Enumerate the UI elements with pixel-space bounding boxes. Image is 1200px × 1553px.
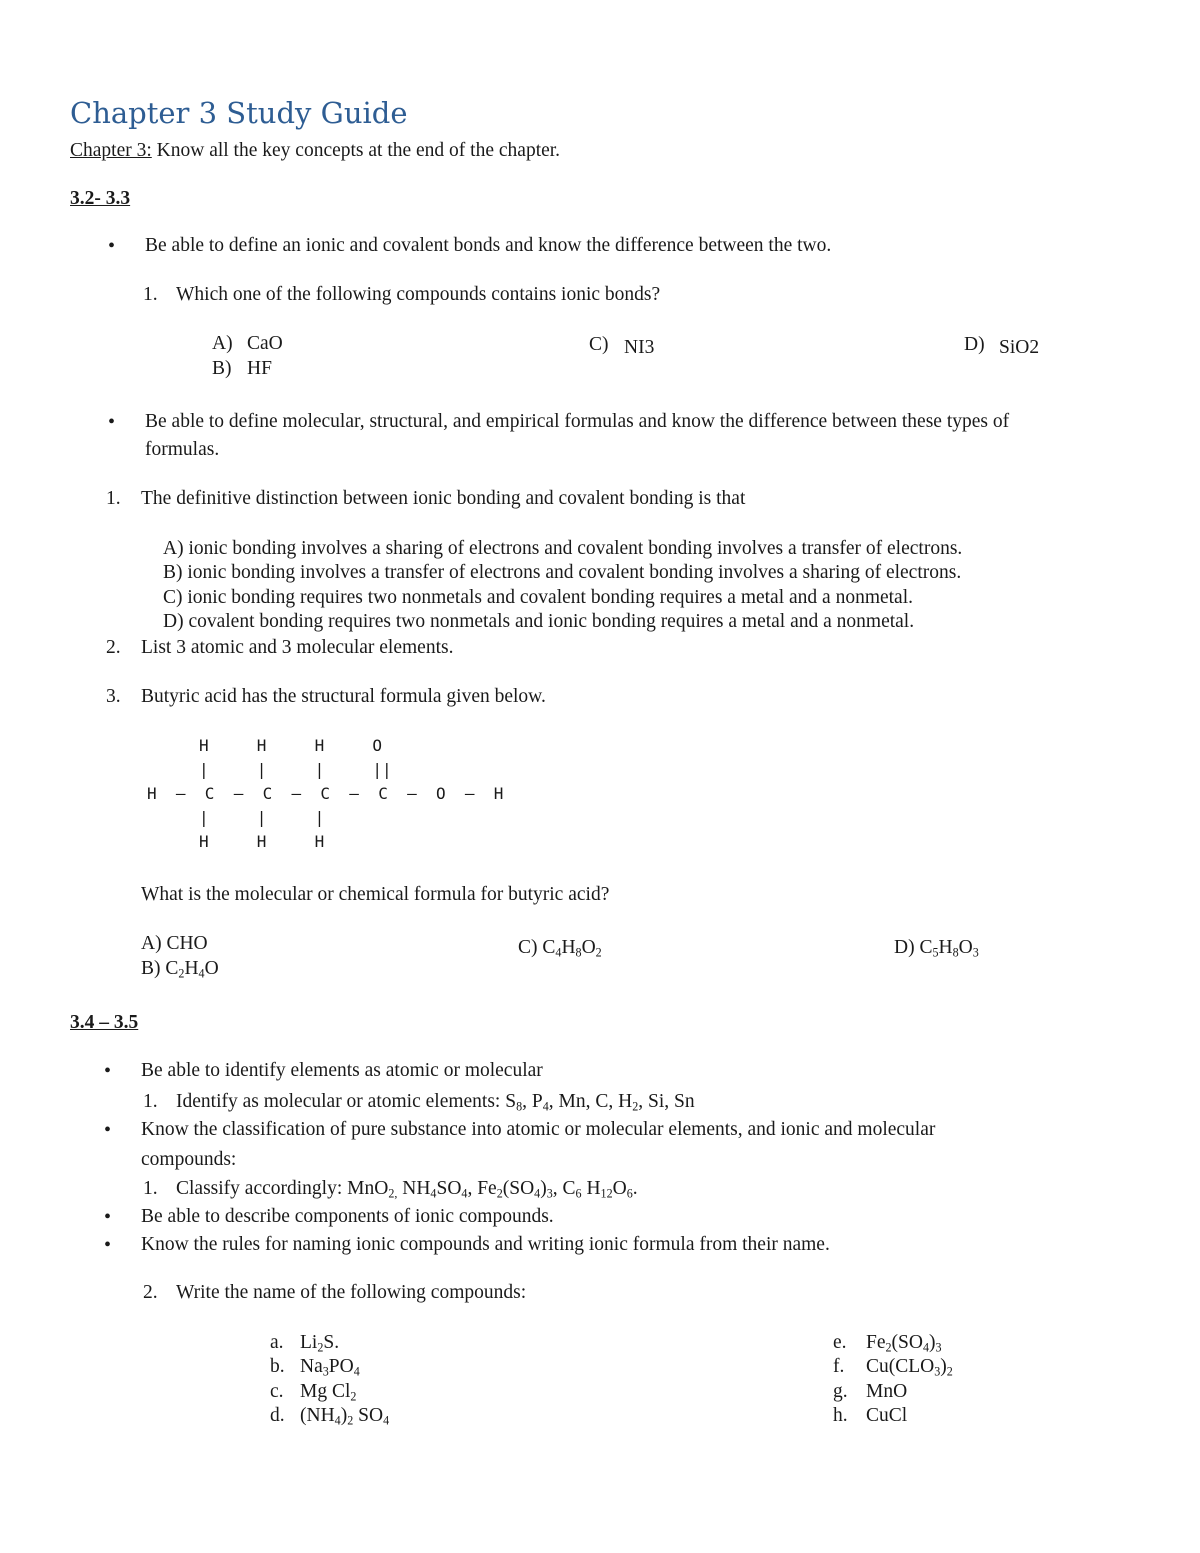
answer-option: A) CHO [141, 933, 208, 954]
question-text: Classify accordingly: MnO$_{2,}$ $NH_4SO_4$, $Fe_2(SO_4)_3$, $C_6$ $H_{12}O_6$. [176, 1178, 638, 1201]
structural-formula-row: H — C — C — C — C — O — H [147, 784, 504, 803]
answer-option: B) ionic bonding involves a transfer of electrons and covalent bonding involves a sharing of electrons. [163, 562, 962, 583]
option-b-label: B) [212, 358, 232, 379]
bullet-text: formulas. [145, 439, 220, 460]
question-text: The definitive distinction between ionic bonding and covalent bonding is that [141, 488, 746, 509]
list-item: $Na_3PO_4$ [300, 1356, 360, 1379]
bullet-icon: • [104, 1060, 112, 1082]
question-text: What is the molecular or chemical formula for butyric acid? [141, 884, 610, 905]
question-number: 1. [143, 284, 158, 305]
answer-option: B) $C_2H_4O$ [141, 958, 219, 981]
intro-line [70, 139, 560, 163]
answer-option: D) $C_5H_8O_3$ [894, 937, 979, 960]
question-number: 2. [143, 1282, 158, 1303]
question-text: List 3 atomic and 3 molecular elements. [141, 637, 454, 658]
question-number: 2. [106, 637, 121, 658]
list-item: Mg $Cl_2$ [300, 1381, 357, 1404]
list-item-letter: e. [833, 1332, 847, 1353]
answer-option: C) $C_4H_8O_2$ [518, 937, 602, 960]
bullet-icon: • [104, 1234, 112, 1256]
section-heading-3-4: 3.4 – 3.5 [70, 1012, 139, 1033]
question-text: Identify as molecular or atomic elements: $S_8$, $P_4$, Mn, C, $H_2$, Si, Sn [176, 1091, 695, 1114]
list-item: $Fe_2(SO_4)_3$ [866, 1332, 942, 1355]
intro-label: Chapter 3: [70, 140, 152, 161]
option-c-label: C) [589, 334, 609, 355]
answer-option: A) ionic bonding involves a sharing of electrons and covalent bonding involves a transfer of electrons. [163, 538, 963, 559]
intro-text: Know all the key concepts at the end of the chapter. [151, 140, 561, 161]
answer-option: D) covalent bonding requires two nonmetals and ionic bonding requires a metal and a nonmetal. [163, 611, 915, 632]
list-item-letter: d. [270, 1405, 285, 1426]
bullet-text: compounds: [141, 1149, 237, 1170]
question-text: Write the name of the following compounds: [176, 1282, 527, 1303]
bullet-text: Be able to define molecular, structural, and empirical formulas and know the difference between these types of [145, 411, 1010, 432]
list-item-letter: c. [270, 1381, 284, 1402]
list-item-letter: b. [270, 1356, 285, 1377]
list-item: MnO [866, 1381, 908, 1402]
structural-formula-row: | | | [199, 808, 325, 827]
list-item-letter: a. [270, 1332, 284, 1353]
option-d-value: SiO2 [999, 337, 1040, 358]
question-text: Butyric acid has the structural formula given below. [141, 686, 546, 707]
bullet-icon: • [104, 1119, 112, 1141]
question-text: Which one of the following compounds contains ionic bonds? [176, 284, 661, 305]
option-a-label: A) [212, 333, 233, 354]
question-number: 3. [106, 686, 121, 707]
list-item-letter: h. [833, 1405, 848, 1426]
bullet-text: Be able to describe components of ionic compounds. [141, 1206, 554, 1227]
option-c-value: NI3 [624, 337, 655, 358]
structural-formula-row: | | | || [199, 760, 392, 779]
bullet-icon: • [104, 1206, 112, 1228]
section-heading-3-2: 3.2- 3.3 [70, 188, 131, 209]
bullet-icon: • [108, 235, 116, 257]
page-title: Chapter 3 Study Guide [70, 96, 408, 130]
bullet-text: Know the classification of pure substance into atomic or molecular elements, and ionic and molecular [141, 1119, 936, 1140]
question-number: 1. [143, 1091, 158, 1112]
answer-option: C) ionic bonding requires two nonmetals and covalent bonding requires a metal and a nonmetal. [163, 587, 914, 608]
bullet-text: Know the rules for naming ionic compounds and writing ionic formula from their name. [141, 1234, 830, 1255]
list-item-letter: g. [833, 1381, 848, 1402]
list-item: CuCl [866, 1405, 908, 1426]
bullet-text: Be able to identify elements as atomic or molecular [141, 1060, 543, 1081]
list-item: $Li_2S$. [300, 1332, 340, 1355]
structural-formula-row: H H H O [199, 736, 383, 755]
option-d-label: D) [964, 334, 985, 355]
question-number: 1. [143, 1178, 158, 1199]
structural-formula-row: H H H [199, 832, 325, 851]
option-a-value: CaO [247, 333, 283, 354]
list-item: $(NH_4)_2$ $SO_4$ [300, 1405, 390, 1428]
bullet-icon: • [108, 411, 116, 433]
list-item-letter: f. [833, 1356, 845, 1377]
question-number: 1. [106, 488, 121, 509]
option-b-value: HF [247, 358, 272, 379]
bullet-text: Be able to define an ionic and covalent bonds and know the difference between the two. [145, 235, 832, 256]
list-item: $Cu(CLO_3)_2$ [866, 1356, 953, 1379]
